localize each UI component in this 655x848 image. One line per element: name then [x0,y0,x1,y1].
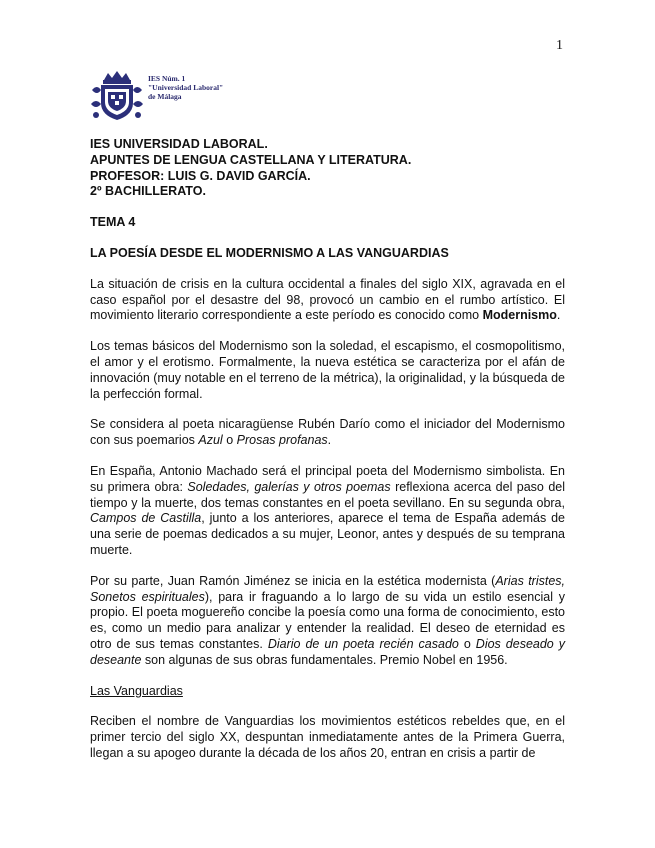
p5-title-arias: Arias tristes, Sonetos espirituales [90,573,565,604]
p3-title-azul: Azul [198,433,223,448]
school-crest-icon [90,70,144,122]
subheading-vanguardias: Las Vanguardias [90,683,183,698]
header-subject: APUNTES DE LENGUA CASTELLANA Y LITERATURA. [90,152,412,167]
p5-text-a: Por su parte, Juan Ramón Jiménez se inicia en la estética modernista ( [90,573,496,588]
paragraph-5 [90,574,565,669]
logo-line-3: de Málaga [148,92,182,101]
p4-text-c: , junto a los anteriores, aparece el tema de España además de una serie de poemas dedicados a su mujer, Leonor, antes y después de su temprana muerte. [90,511,565,557]
p4-text-b: reflexiona acerca del paso del tiempo y la muerte, dos temas constantes en el poeta sevillano. En su segunda obra, [90,479,565,510]
p3-text-b: o [222,433,237,448]
logo-line-1: IES Núm. 1 [148,74,186,83]
paragraph-3 [90,417,565,449]
p5-title-dios: Dios deseado y deseante [90,636,565,667]
logo-caption [148,74,223,101]
p4-title-soledades: Soledades, galerías y otros poemas [187,479,391,494]
p5-text-d: son algunas de sus obras fundamentales. Premio Nobel en 1956. [141,652,508,667]
p1-end: . [556,308,561,323]
school-logo [90,70,223,122]
p3-text-a: Se considera al poeta nicaragüense Rubén Darío como el iniciador del Modernismo con sus poemarios [90,417,565,448]
section-title: LA POESÍA DESDE EL MODERNISMO A LAS VANGUARDIAS [90,245,449,260]
header-school: IES UNIVERSIDAD LABORAL. [90,137,268,151]
p3-title-prosas: Prosas profanas [236,433,328,448]
p5-text-b: ), para ir fraguando a lo largo de su vida un estilo esencial y propio. El poeta moguereño concibe la poesía como una forma de conocimiento, esto es, como un medio para analizar y entender la realidad. El deseo de eternidad es otro de sus temas constantes. [90,589,566,651]
header-course: 2º BACHILLERATO. [90,184,206,199]
topic-number: TEMA 4 [90,215,136,230]
paragraph-1 [90,277,565,324]
paragraph-4 [90,464,565,559]
p3-text-c: . [327,433,332,448]
p1-bold-term: Modernismo [482,308,557,323]
paragraph-6: Reciben el nombre de Vanguardias los movimientos estéticos rebeldes que, en el primer tercio del siglo XX, despuntan inmediatamente antes de la Primera Guerra, llegan a su apogeo durante la década de los años 20, entran en crisis a partir de [90,714,565,760]
header-teacher: PROFESOR: LUIS G. DAVID GARCÍA. [90,168,311,183]
document-body [90,137,565,762]
p1-text: La situación de crisis en la cultura occidental a finales del siglo XIX, agravada en el caso español por el desastre del 98, provocó un cambio en el rumbo artístico. El movimiento literario correspondiente a este período es conocido como [90,276,565,323]
paragraph-2: Los temas básicos del Modernismo son la soledad, el escapismo, el cosmopolitismo, el amor y el erotismo. Formalmente, la nueva estética se caracteriza por el afán de innovación (muy notable en el terreno de la métrica), la originalidad, y la búsqueda de la perfección formal. [90,339,565,401]
p5-text-c: o [458,636,476,651]
p4-text-a: En España, Antonio Machado será el principal poeta del Modernismo simbolista. En su primera obra: [90,463,565,494]
logo-line-2: "Universidad Laboral" [148,83,224,92]
p4-title-campos: Campos de Castilla [90,511,202,526]
p5-title-diario: Diario de un poeta recién casado [267,636,459,651]
page-number: 1 [556,38,563,53]
